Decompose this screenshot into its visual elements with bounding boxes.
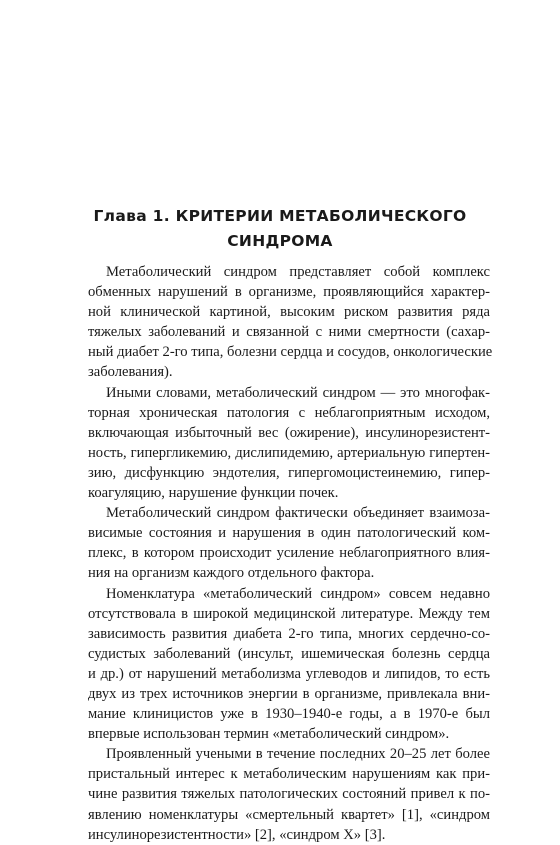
paragraph xyxy=(70,744,490,844)
paragraph xyxy=(70,584,490,745)
text-line: обменных нарушений в организме, проявляющийся характер- xyxy=(88,284,490,301)
text-line: и др.) от нарушений метаболизма углеводов и липидов, то есть xyxy=(88,665,490,682)
chapter-title-line-2: СИНДРОМА xyxy=(227,232,333,250)
text-line: впервые использован термин «метаболический синдром». xyxy=(88,726,450,743)
text-line: Иными словами, метаболический синдром — это многофак- xyxy=(106,384,490,401)
text-line: пристальный интерес к метаболическим нарушениям как при- xyxy=(88,766,490,783)
paragraph xyxy=(70,503,490,583)
text-line: тяжелых заболеваний и связанной с ними смертности (сахар- xyxy=(88,324,490,341)
text-line: ный диабет 2-го типа, болезни сердца и сосудов, онкологические xyxy=(88,344,493,361)
chapter-title-line-1: Глава 1. КРИТЕРИИ МЕТАБОЛИЧЕСКОГО xyxy=(93,207,467,225)
text-line: ной клинической картиной, высоким риском развития ряда xyxy=(88,304,490,321)
text-line: плекс, в котором происходит усиление неблагоприятного влия- xyxy=(88,545,490,562)
text-line: Проявленный учеными в течение последних 20–25 лет более xyxy=(106,746,490,763)
text-line: ность, гипергликемию, дислипидемию, артериальную гипертен- xyxy=(88,444,490,461)
text-line: Номенклатура «метаболический синдром» совсем недавно xyxy=(106,585,490,602)
text-line: Метаболический синдром представляет собой комплекс xyxy=(106,264,490,280)
text-line: ния на организм каждого отдельного фактора. xyxy=(88,565,375,582)
text-line: висимые состояния и нарушения в один патологический ком- xyxy=(88,525,490,542)
text-line: коагуляцию, нарушение функции почек. xyxy=(88,485,339,502)
text-line: Метаболический синдром фактически объединяет взаимоза- xyxy=(106,505,490,522)
text-line: мание клиницистов уже в 1930–1940-е годы, а в 1970-е был xyxy=(88,706,490,723)
text-line: торная хроническая патология с неблагоприятным исходом, xyxy=(88,404,490,421)
text-line: судистых заболеваний (инсульт, ишемическая болезнь сердца xyxy=(88,645,490,662)
chapter-body xyxy=(70,262,493,845)
text-line: зависимость развития диабета 2-го типа, многих сердечно-со- xyxy=(88,625,490,642)
text-line: явлению номенклатуры «смертельный квартет» [1], «синдром xyxy=(88,806,490,823)
paragraph xyxy=(70,262,493,383)
text-line: заболевания). xyxy=(88,364,173,381)
text-line: инсулинорезистентности» [2], «синдром X» [3]. xyxy=(88,826,386,843)
text-line: зию, дисфункцию эндотелия, гипергомоцистеинемию, гипер- xyxy=(88,464,490,481)
text-line: чине развития тяжелых патологических состояний привел к по- xyxy=(88,786,490,803)
text-line: отсутствовала в широкой медицинской литературе. Между тем xyxy=(88,605,490,622)
text-line: двух из трех источников энергии в организме, привлекала вни- xyxy=(88,685,490,702)
chapter-title xyxy=(60,204,500,254)
text-line: включающая избыточный вес (ожирение), инсулинорезистент- xyxy=(88,424,490,441)
paragraph xyxy=(70,383,490,504)
